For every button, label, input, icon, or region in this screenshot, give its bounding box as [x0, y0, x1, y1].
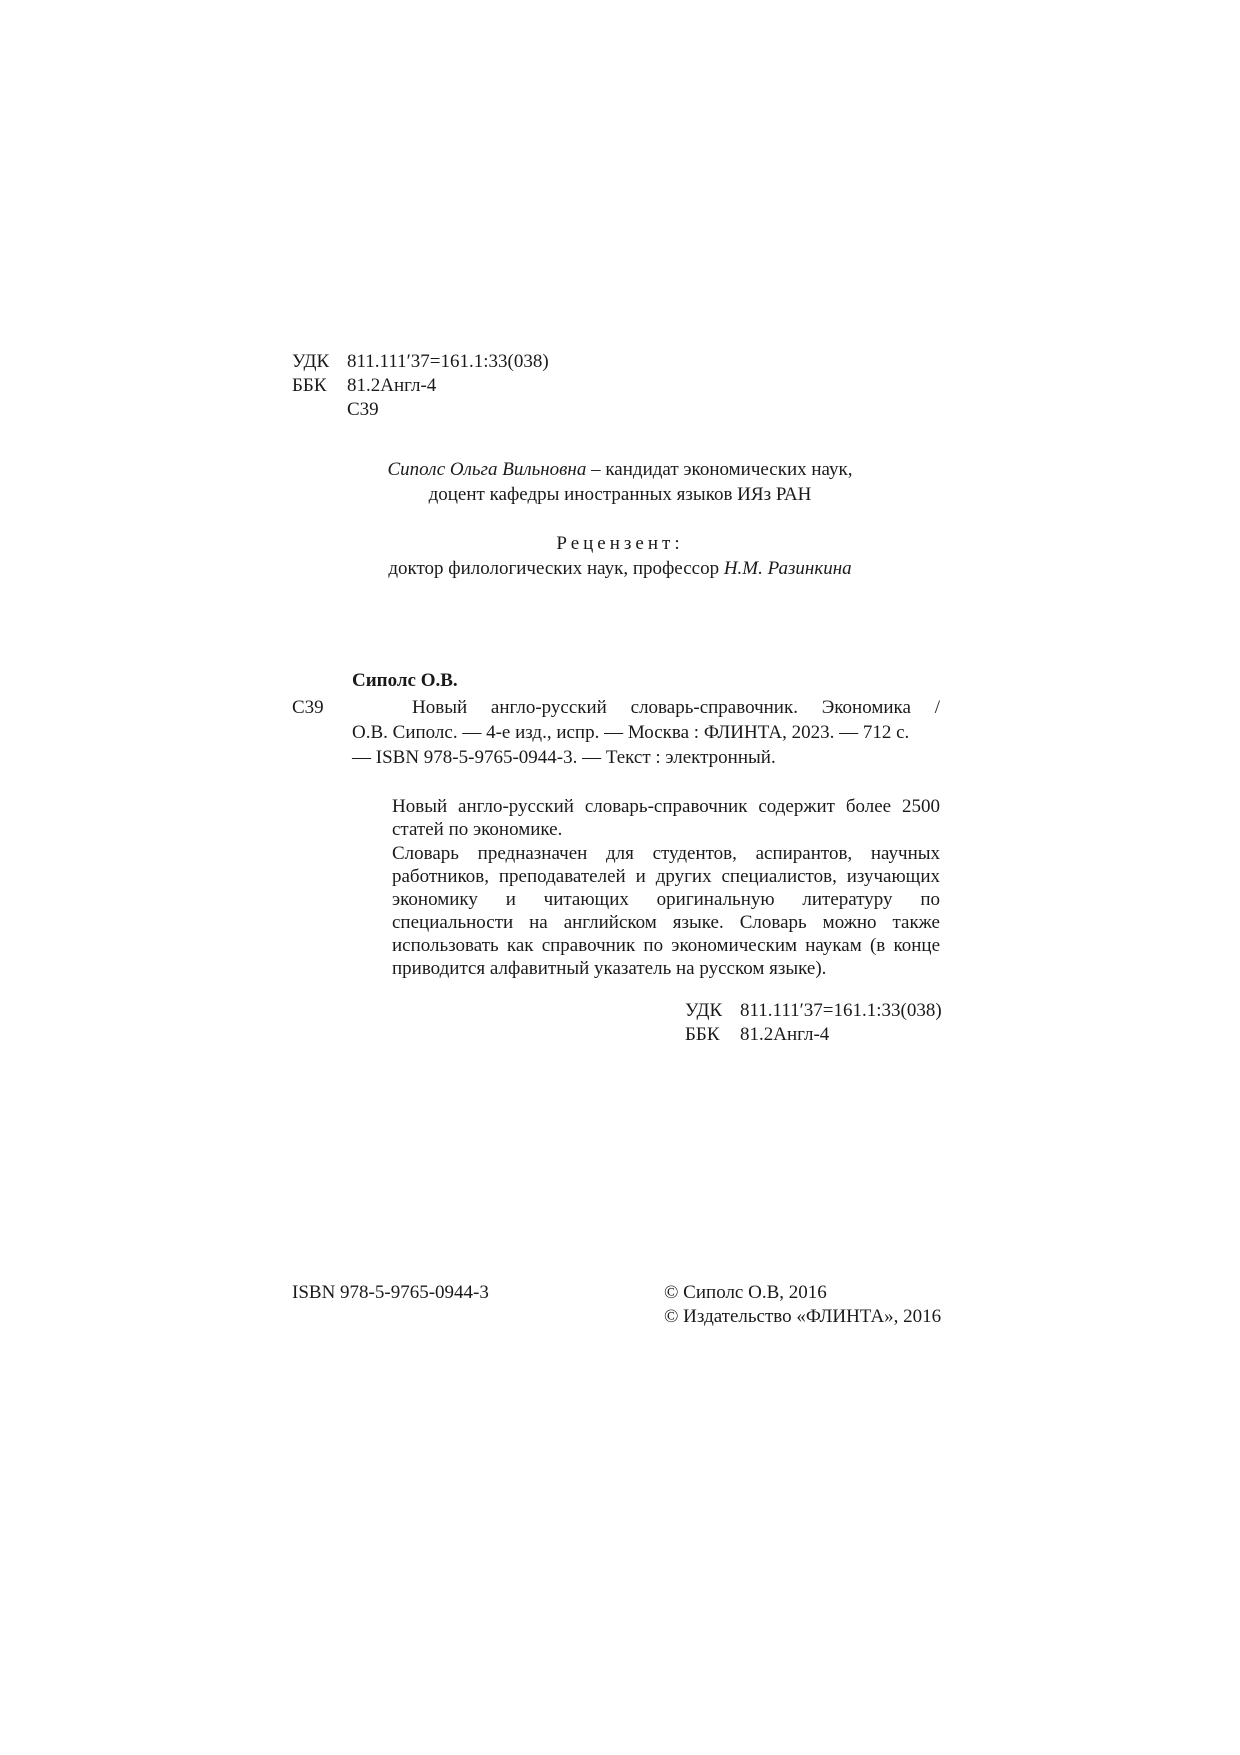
top-author-mark: С39 [347, 399, 379, 420]
bottom-udk-line [685, 1000, 942, 1022]
bottom-bbk-value: 81.2Англ-4 [740, 1024, 830, 1045]
bottom-udk-label: УДК [685, 1000, 723, 1021]
top-udk-value: 811.111′37=161.1:33(038) [347, 351, 549, 372]
biblio-line1: Новый англо-русский словарь-справочник. Экономика / [412, 697, 940, 718]
top-udk-line [292, 351, 549, 373]
reviewer-name: Н.М. Разинкина [723, 558, 852, 579]
author-info-line1 [0, 459, 1240, 481]
biblio-mark: С39 [292, 697, 324, 718]
bottom-bbk-label: ББК [685, 1024, 720, 1045]
bottom-udk-value: 811.111′37=161.1:33(038) [740, 1000, 942, 1021]
top-bbk-line [292, 375, 436, 397]
biblio-author: Сиполс О.В. [352, 670, 458, 691]
biblio-line3: — ISBN 978-5-9765-0944-3. — Текст : электронный. [352, 747, 776, 768]
author-full-name: Сиполс Ольга Вильновна [387, 459, 587, 480]
footer-isbn: ISBN 978-5-9765-0944-3 [292, 1282, 489, 1303]
reviewer-line [0, 558, 1240, 580]
author-info-line2: доцент кафедры иностранных языков ИЯз РАН [428, 484, 812, 505]
bottom-bbk-line [685, 1024, 829, 1046]
top-bbk-value: 81.2Англ-4 [347, 375, 437, 396]
top-udk-label: УДК [292, 351, 330, 372]
annotation-p1-text: Новый англо-русский словарь-справочник содержит более 2500 статей по экономике. [392, 796, 940, 840]
footer-copyright-author: © Сиполс О.В, 2016 [664, 1282, 827, 1303]
reviewer-degree: доктор филологических наук, профессор [388, 558, 724, 579]
annotation-paragraph-1 [352, 795, 940, 841]
author-title: – кандидат экономических наук, [586, 459, 853, 480]
top-bbk-label: ББК [292, 375, 327, 396]
annotation-p2-text: Словарь предназначен для студентов, аспирантов, научных работников, преподавателей и других специалистов, изучающих экономику и читающих оригинальную литературу по специальности на английском языке. Словарь можно также использовать как справочник по экономическим наукам (в конце приводится алфавитный указатель на русском языке). [392, 843, 940, 979]
annotation-paragraph-2 [352, 842, 940, 980]
biblio-line2: О.В. Сиполс. — 4-е изд., испр. — Москва : ФЛИНТА, 2023. — 712 с. [352, 722, 910, 743]
footer-copyright-publisher: © Издательство «ФЛИНТА», 2016 [664, 1306, 942, 1327]
reviewer-heading: Рецензент: [556, 533, 684, 554]
